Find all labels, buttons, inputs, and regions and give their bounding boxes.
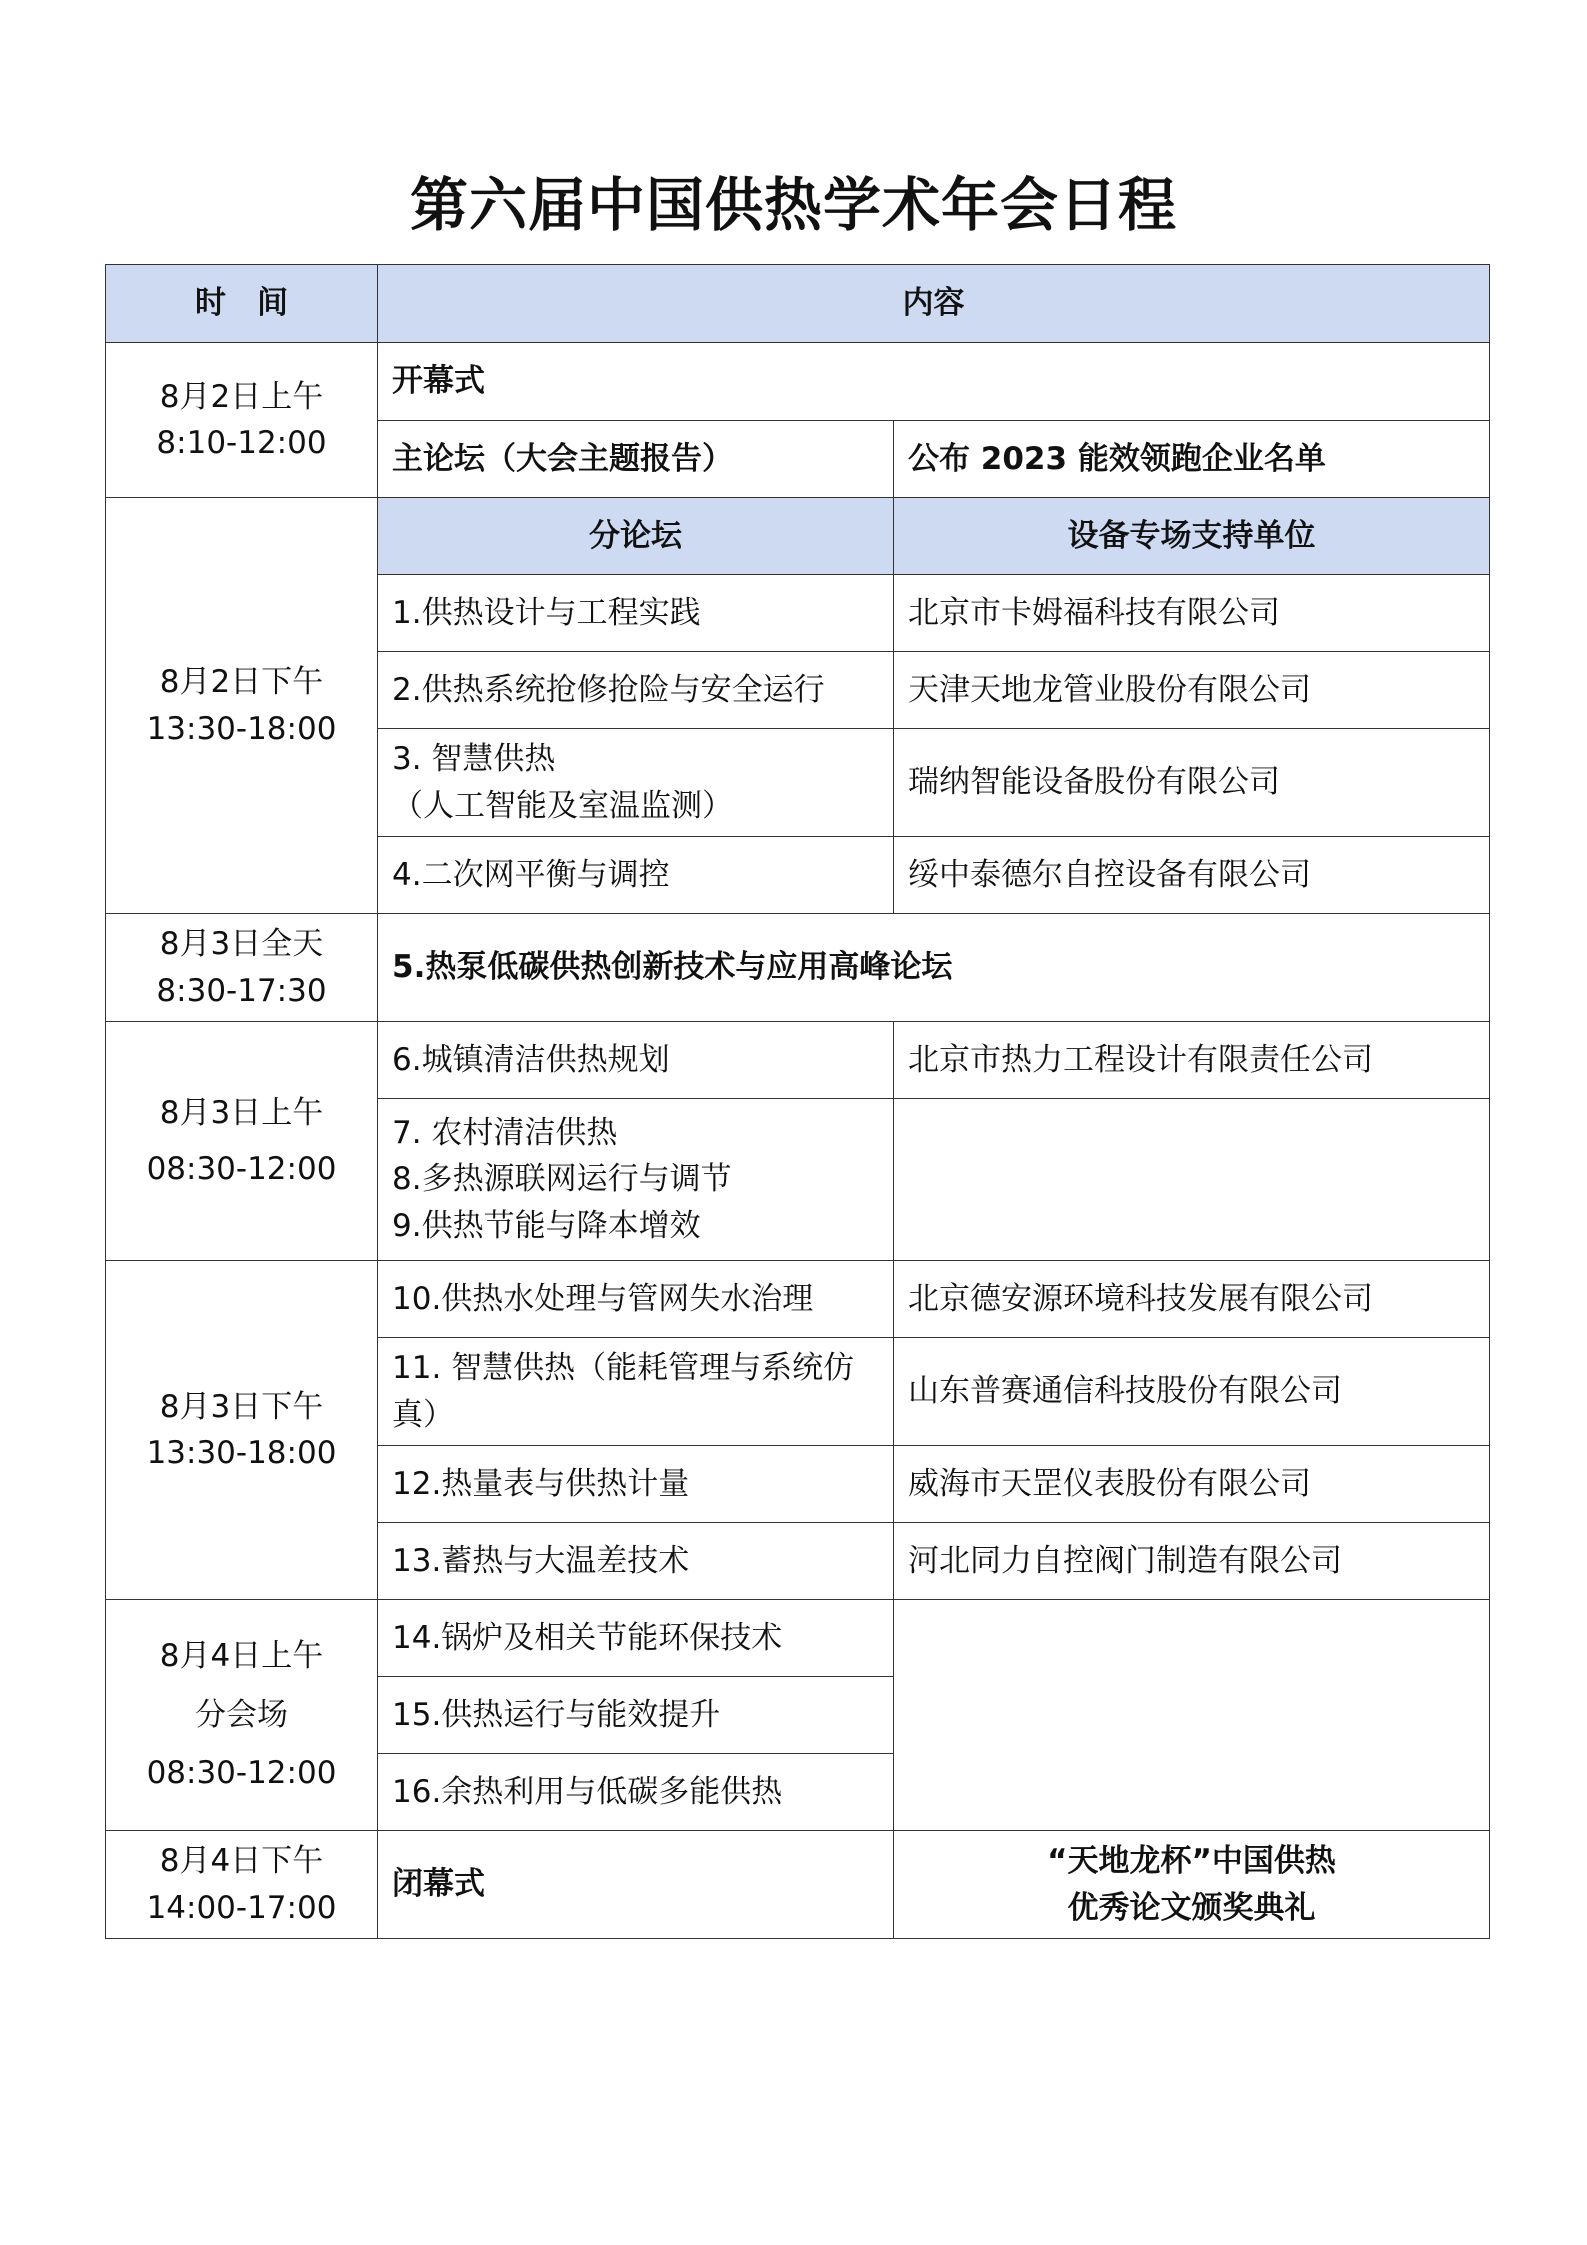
table-row [106,1831,1490,1939]
closing-ceremony: 闭幕式 [378,1831,894,1939]
forum-topic: 5.热泵低碳供热创新技术与应用高峰论坛 [378,914,1490,1022]
opening-ceremony: 开幕式 [378,343,1490,421]
sponsor: 天津天地龙管业股份有限公司 [894,652,1490,729]
header-time: 时 间 [106,265,378,343]
forum-topic: 12.热量表与供热计量 [378,1446,894,1523]
sponsor: 北京市热力工程设计有限责任公司 [894,1022,1490,1099]
main-forum: 主论坛（大会主题报告） [378,421,894,498]
forum-topic: 15.供热运行与能效提升 [378,1677,894,1754]
time-cell [106,1831,378,1939]
forum-topic [378,1099,894,1261]
table-row [106,498,1490,575]
date-label: 8月2日上午 [159,378,324,415]
forum-topic-line: 7. 农村清洁供热 [392,1114,618,1151]
award-line: “天地龙杯”中国供热 [1047,1843,1336,1879]
time-cell [106,1261,378,1600]
time-label: 8:10-12:00 [156,425,327,461]
sponsor: 瑞纳智能设备股份有限公司 [894,729,1490,837]
header-content: 内容 [378,265,1490,343]
forum-topic: 10.供热水处理与管网失水治理 [378,1261,894,1338]
time-cell [106,1600,378,1831]
time-cell [106,343,378,498]
page-title: 第六届中国供热学术年会日程 [409,171,1177,239]
sub-forum-header: 分论坛 [378,498,894,575]
sponsor-empty [894,1099,1490,1261]
table-row [106,1261,1490,1338]
sponsor: 北京德安源环境科技发展有限公司 [894,1261,1490,1338]
forum-topic-line: 3. 智慧供热 [392,741,556,777]
time-cell [106,1022,378,1261]
date-label: 8月3日上午 [159,1094,324,1131]
forum-topic-line: （人工智能及室温监测） [392,787,733,824]
schedule-table [105,264,1490,1939]
date-label: 8月3日下午 [159,1388,324,1425]
forum-topic [378,729,894,837]
sponsor-empty [894,1600,1490,1831]
award-ceremony [894,1831,1490,1939]
table-row [106,1600,1490,1677]
sponsor: 河北同力自控阀门制造有限公司 [894,1523,1490,1600]
forum-topic: 16.余热利用与低碳多能供热 [378,1754,894,1831]
sponsor: 北京市卡姆福科技有限公司 [894,575,1490,652]
time-cell [106,498,378,914]
date-label: 8月3日全天 [159,926,324,962]
time-label: 08:30-12:00 [146,1151,337,1187]
award-line: 优秀论文颁奖典礼 [1067,1889,1316,1926]
forum-topic: 11. 智慧供热（能耗管理与系统仿真） [378,1338,894,1446]
support-unit-header: 设备专场支持单位 [894,498,1490,575]
table-row [106,343,1490,421]
forum-topic: 6.城镇清洁供热规划 [378,1022,894,1099]
table-row [106,914,1490,1022]
sponsor: 山东普赛通信科技股份有限公司 [894,1338,1490,1446]
announcement: 公布 2023 能效领跑企业名单 [894,421,1490,498]
date-label: 8月2日下午 [159,664,324,700]
forum-topic: 14.锅炉及相关节能环保技术 [378,1600,894,1677]
sponsor: 绥中泰德尔自控设备有限公司 [894,837,1490,914]
time-label: 14:00-17:00 [146,1889,337,1926]
time-cell [106,914,378,1022]
date-label: 8月4日下午 [159,1843,324,1879]
forum-topic-line: 8.多热源联网运行与调节 [392,1161,732,1198]
forum-topic: 2.供热系统抢修抢险与安全运行 [378,652,894,729]
forum-topic: 1.供热设计与工程实践 [378,575,894,652]
time-label: 13:30-18:00 [146,1435,337,1471]
date-label: 8月4日上午 [159,1638,324,1675]
forum-topic: 4.二次网平衡与调控 [378,837,894,914]
time-label: 8:30-17:30 [156,972,327,1009]
forum-topic: 13.蓄热与大温差技术 [378,1523,894,1600]
venue-label: 分会场 [195,1696,288,1733]
table-row [106,1022,1490,1099]
table-header-row [106,265,1490,343]
sponsor: 威海市天罡仪表股份有限公司 [894,1446,1490,1523]
time-label: 13:30-18:00 [146,710,337,747]
forum-topic-line: 9.供热节能与降本增效 [392,1207,701,1244]
time-label: 08:30-12:00 [146,1755,337,1792]
